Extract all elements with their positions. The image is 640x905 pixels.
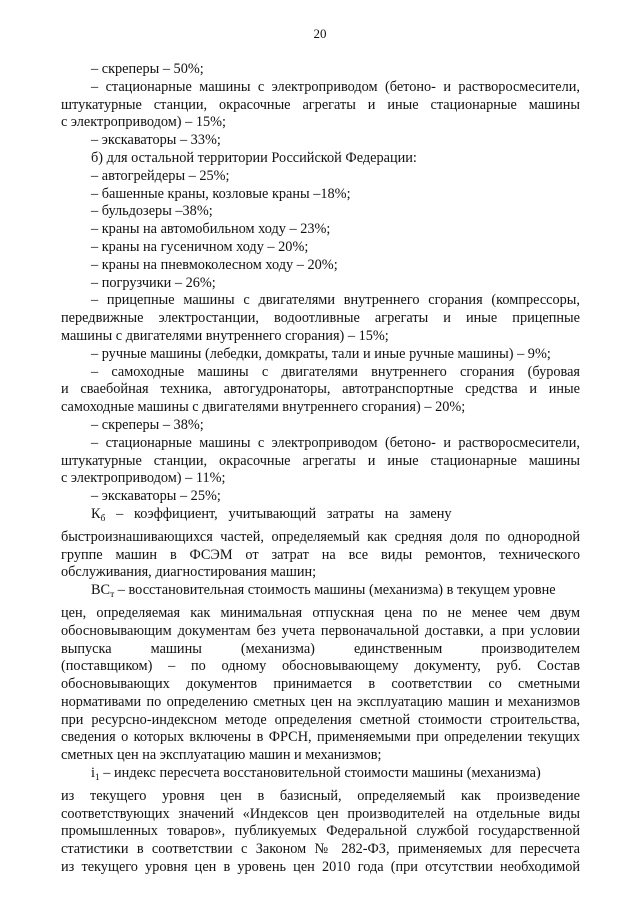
text-line: быстроизнашивающихся частей, определяемый как средняя доля по однородной [61,528,580,545]
text-span: – восстановительная стоимость машины (механизма) в текущем уровне [114,582,556,599]
text-line: соответствующих значений «Индексов цен производителей на отдельные виды [61,805,580,822]
text-line: – краны на пневмоколесном ходу – 20%; [91,256,338,273]
text-line: обосновывающим документам без учета первоначальной доставки, а при условии [61,622,580,639]
text-line: цен, определяемая как минимальная отпускная цена по не менее чем двум [61,604,580,621]
symbol-k: К [91,505,101,522]
text-line: – скреперы – 50%; [91,61,204,77]
text-line: сметных цен на эксплуатацию машин и механизмов; [61,747,382,764]
text-line: – экскаваторы – 33%; [91,132,221,149]
text-line: штукатурные станции, окрасочные агрегаты и иные стационарные машины [61,452,580,469]
symbol-vs: ВС [91,582,111,599]
text-line: – экскаваторы – 25%; [91,488,221,505]
text-line: – стационарные машины с электроприводом (бетоно- и растворосмесители, [91,78,580,95]
text-line: – краны на автомобильном ходу – 23%; [91,221,331,238]
text-line: – погрузчики – 26%; [91,274,216,291]
text-line: – башенные краны, козловые краны –18%; [91,185,351,202]
text-line: сведения о которых включены в ФРСН, применяемыми при определении текущих [61,729,580,746]
text-line: с электроприводом) – 15%; [61,114,227,131]
text-line: (поставщиком) – по одному обосновывающему документу, руб. Состав [61,658,580,675]
page-number: 20 [313,26,327,41]
text-line: – бульдозеры –38%; [91,203,213,220]
text-line: штукатурные станции, окрасочные агрегаты и иные стационарные машины [61,96,580,113]
text-line: самоходные машины с двигателями внутреннего сгорания) – 20%; [61,399,466,416]
definition-vst-line [61,582,580,605]
text-line: обслуживания, диагностирования машин; [61,564,317,581]
text-line: нормативами по определению сметных цен на эксплуатацию машин и механизмов [61,693,580,710]
symbol-subscript: 1 [94,773,100,784]
text-line: промышленных товаров», публикуемых Федеральной службой государственной [61,823,580,840]
symbol-i: i [91,765,95,782]
text-line: – автогрейдеры – 25%; [91,167,230,184]
symbol-subscript: б [100,513,106,524]
text-line: и сваебойная техника, автогудронаторы, автотранспортные средства и иные [61,381,580,398]
text-line: при ресурсно-индексном методе определения сметной стоимости строительства, [61,711,580,728]
text-span: – коэффициент, учитывающий затраты на замену [105,505,452,522]
text-span: – индекс пересчета восстановительной стоимости машины (механизма) [99,765,541,782]
symbol-subscript: т [110,590,115,601]
text-line: группе машин в ФСЭМ от затрат на все виды ремонтов, технического [61,546,580,563]
text-line: – краны на гусеничном ходу – 20%; [91,238,309,255]
definition-kb-line [61,506,580,529]
text-line: передвижные электростанции, водоотливные агрегаты и иные прицепные [61,310,580,327]
text-line: обосновывающих документов принимается в соответствии со сметными [61,676,580,693]
text-line: – стационарные машины с электроприводом (бетоно- и растворосмесители, [91,434,580,451]
text-line: статистики в соответствии с Законом № 282-ФЗ, применяемых для пересчета [61,841,580,858]
definition-i1-line [61,765,580,788]
text-line: из текущего уровня цен в уровень цен 2010 года (при отсутствии необходимой [61,859,580,876]
text-line: машины с двигателями внутреннего сгорания) – 15%; [61,327,389,344]
text-line: – скреперы – 38%; [91,416,204,433]
section-heading: б) для остальной территории Российской Федерации: [91,149,417,166]
text-line: – ручные машины (лебедки, домкраты, тали и иные ручные машины) – 9%; [91,345,551,362]
text-line: с электроприводом) – 11%; [61,470,226,487]
text-line: выпуска машины (механизма) единственным производителем [61,640,580,657]
text-line: – прицепные машины с двигателями внутреннего сгорания (компрессоры, [91,292,580,309]
text-line: – самоходные машины с двигателями внутреннего сгорания (буровая [91,363,580,380]
document-body [61,61,580,877]
text-line: из текущего уровня цен в базисный, определяемый как произведение [61,787,580,804]
